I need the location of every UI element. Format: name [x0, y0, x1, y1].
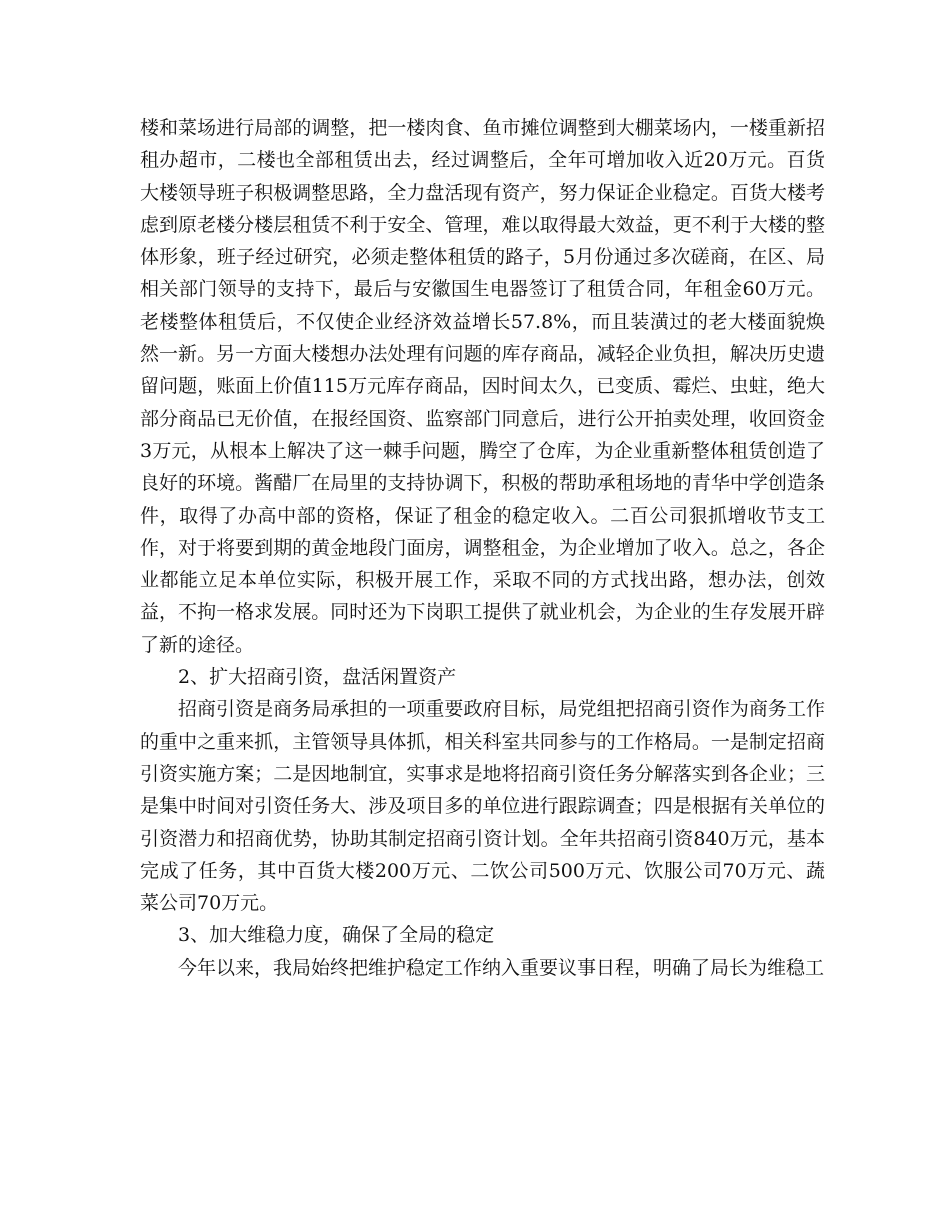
section-heading-stability: 3、加大维稳力度，确保了全局的稳定 — [178, 924, 495, 947]
document-body — [140, 112, 825, 984]
paragraph-asset-adjustment: 楼和菜场进行局部的调整，把一楼肉食、鱼市摊位调整到大棚菜场内，一楼重新招租办超市，二楼也全部租赁出去，经过调整后，全年可增加收入近20万元。百货大楼领导班子积极调整思路，全力盘活现有资产，努力保证企业稳定。百货大楼考虑到原老楼分楼层租赁不利于安全、管理，难以取得最大效益，更不利于大楼的整体形象，班子经过研究，必须走整体租赁的路子，5月份通过多次磋商，在区、局相关部门领导的支持下，最后与安徽国生电器签订了租赁合同，年租金60万元。老楼整体租赁后，不仅使企业经济效益增长57.8%，而且装潢过的老大楼面貌焕然一新。另一方面大楼想办法处理有问题的库存商品，减轻企业负担，解决历史遗留问题，账面上价值115万元库存商品，因时间太久，已变质、霉烂、虫蛀，绝大部分商品已无价值，在报经国资、监察部门同意后，进行公开拍卖处理，收回资金3万元，从根本上解决了这一棘手问题，腾空了仓库，为企业重新整体租赁创造了良好的环境。酱醋厂在局里的支持协调下，积极的帮助承租场地的青华中学创造条件，取得了办高中部的资格，保证了租金的稳定收入。二百公司狠抓增收节支工作，对于将要到期的黄金地段门面房，调整租金，为企业增加了收入。总之，各企业都能立足本单位实际，积极开展工作，采取不同的方式找出路，想办法，创效益，不拘一格求发展。同时还为下岗职工提供了就业机会，为企业的生存发展开辟了新的途径。 — [140, 117, 825, 656]
paragraph-investment: 招商引资是商务局承担的一项重要政府目标，局党组把招商引资作为商务工作的重中之重来抓，主管领导具体抓，相关科室共同参与的工作格局。一是制定招商引资实施方案；二是因地制宜，实事求是地将招商引资任务分解落实到各企业；三是集中时间对引资任务大、涉及项目多的单位进行跟踪调查；四是根据有关单位的引资潜力和招商优势，协助其制定招商引资计划。全年共招商引资840万元，基本完成了任务，其中百货大楼200万元、二饮公司500万元、饮服公司70万元、蔬菜公司70万元。 — [140, 698, 825, 915]
section-heading-investment: 2、扩大招商引资，盘活闲置资产 — [178, 666, 457, 689]
paragraph-stability: 今年以来，我局始终把维护稳定工作纳入重要议事日程，明确了局长为维稳工 — [178, 956, 825, 979]
